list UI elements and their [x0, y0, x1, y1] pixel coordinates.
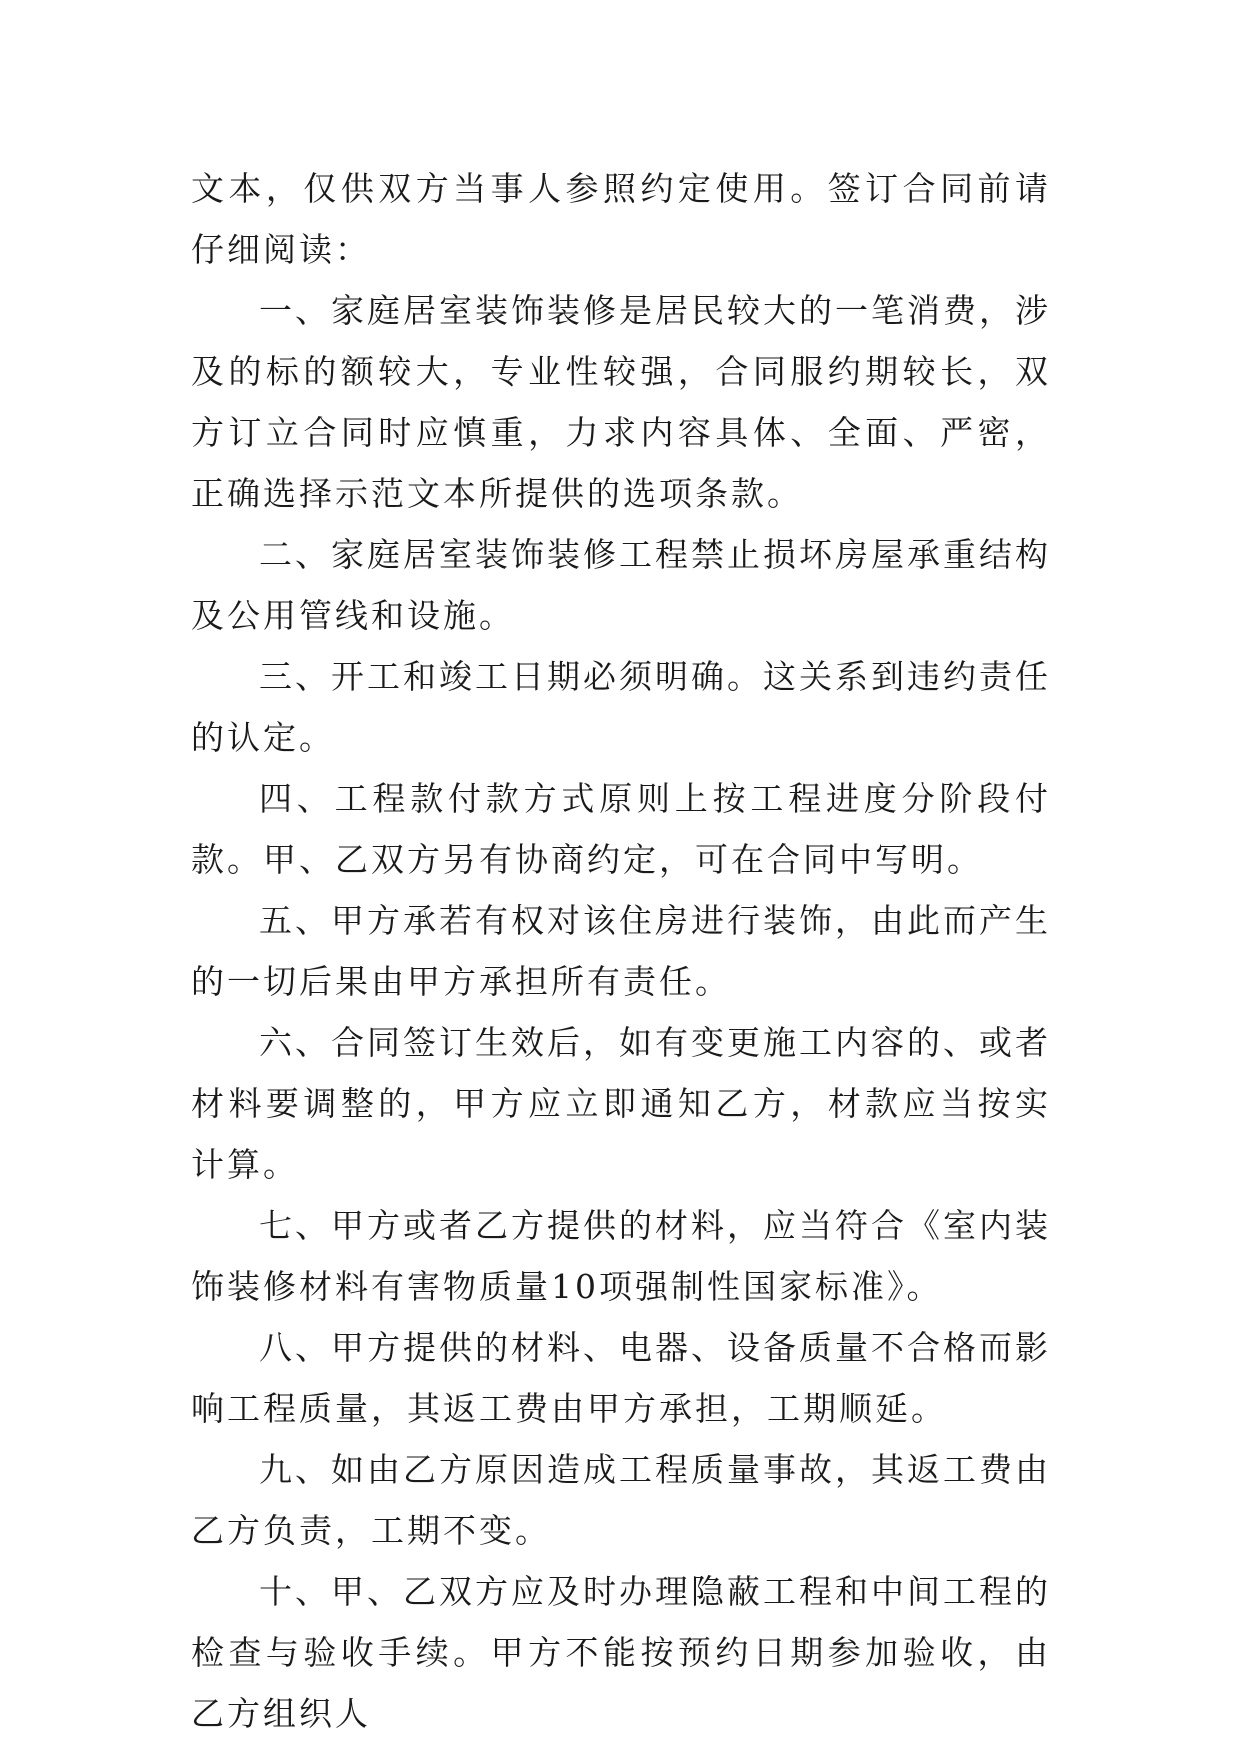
document-body	[191, 158, 1051, 1744]
paragraph-item-3: 三、开工和竣工日期必须明确。这关系到违约责任的认定。	[191, 657, 1051, 757]
paragraph-item-7: 七、甲方或者乙方提供的材料，应当符合《室内装饰装修材料有害物质量10项强制性国家标准》。	[191, 1206, 1051, 1306]
paragraph-item-4: 四、工程款付款方式原则上按工程进度分阶段付款。甲、乙双方另有协商约定，可在合同中写明。	[191, 779, 1051, 879]
paragraph-item-5: 五、甲方承若有权对该住房进行装饰，由此而产生的一切后果由甲方承担所有责任。	[191, 901, 1051, 1001]
paragraph-item-10: 十、甲、乙双方应及时办理隐蔽工程和中间工程的检查与验收手续。甲方不能按预约日期参加验收，由乙方组织人	[191, 1572, 1051, 1733]
paragraph-item-8: 八、甲方提供的材料、电器、设备质量不合格而影响工程质量，其返工费由甲方承担，工期顺延。	[191, 1328, 1051, 1428]
paragraph-item-1: 一、家庭居室装饰装修是居民较大的一笔消费，涉及的标的额较大，专业性较强，合同服约期较长，双方订立合同时应慎重，力求内容具体、全面、严密，正确选择示范文本所提供的选项条款。	[191, 291, 1051, 513]
paragraph-intro: 文本，仅供双方当事人参照约定使用。签订合同前请仔细阅读：	[191, 169, 1051, 269]
paragraph-item-2: 二、家庭居室装饰装修工程禁止损坏房屋承重结构及公用管线和设施。	[191, 535, 1051, 635]
paragraph-item-9: 九、如由乙方原因造成工程质量事故，其返工费由乙方负责，工期不变。	[191, 1450, 1051, 1550]
paragraph-item-6: 六、合同签订生效后，如有变更施工内容的、或者材料要调整的，甲方应立即通知乙方，材款应当按实计算。	[191, 1023, 1051, 1184]
